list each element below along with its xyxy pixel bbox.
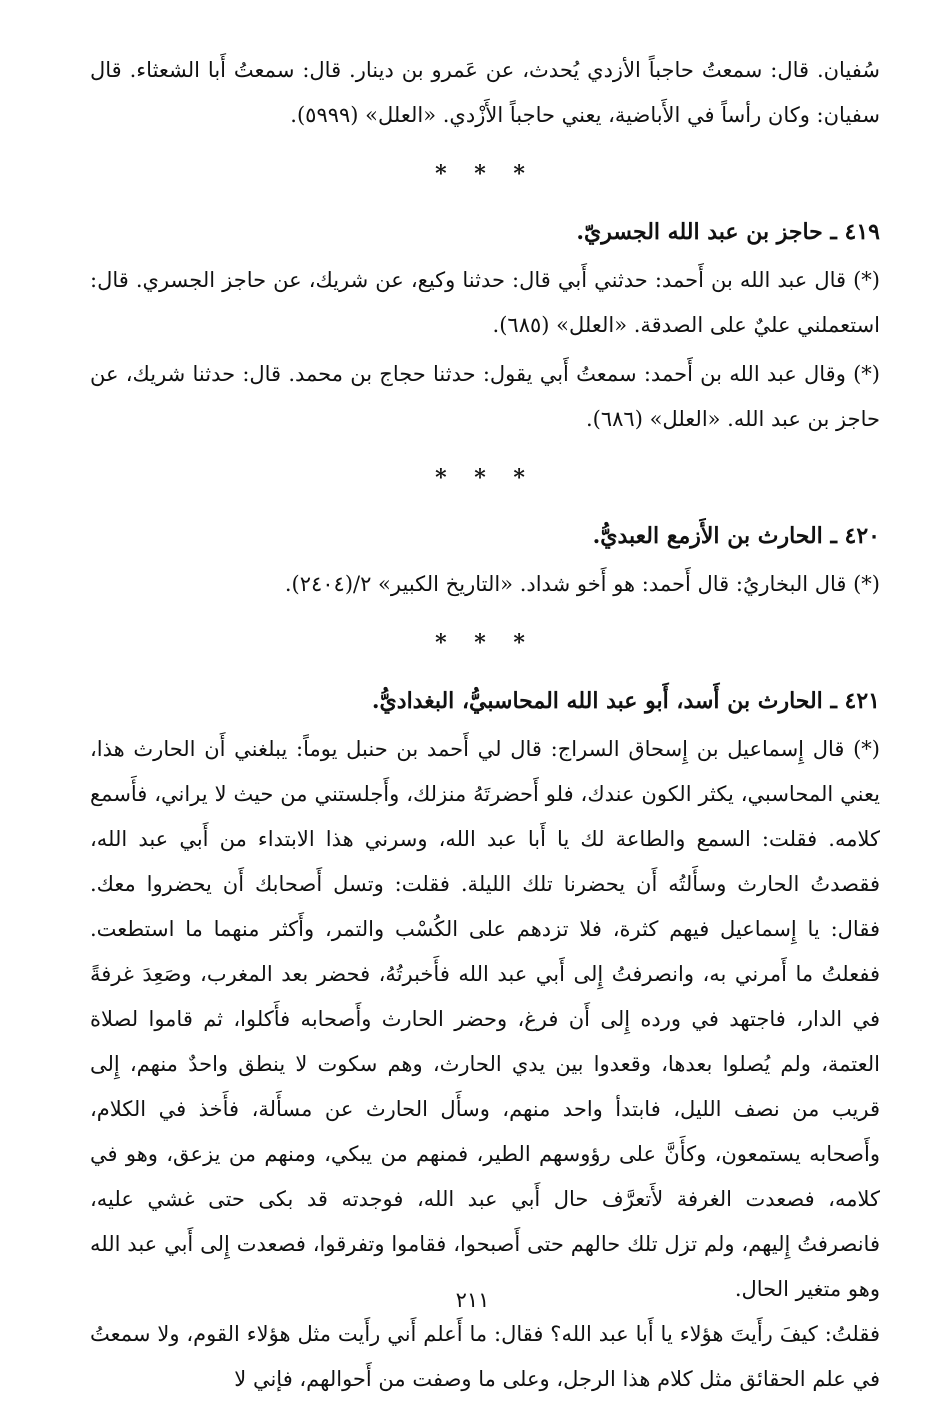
entry-heading-420: ٤٢٠ ـ الحارث بن الأَزمع العبديُّ. [592,523,880,549]
section-separator: * * * [435,630,535,656]
document-page [90,48,880,1402]
entry-heading-421: ٤٢١ ـ الحارث بن أَسد، أَبو عبد الله المحاسبيُّ، البغداديُّ. [371,688,880,714]
entry-419-paragraph-1: (*) قال عبد الله بن أَحمد: حدثني أَبي قال: حدثنا وكيع، عن شريك، عن حاجز الجسري. قال: استعملني عليٌ على الصدقة. «العلل» (٦٨٥). [90,268,880,337]
entry-heading-419: ٤١٩ ـ حاجز بن عبد الله الجسريّ. [576,219,880,245]
page-number: ٢١١ [455,1288,490,1312]
section-separator: * * * [435,161,535,187]
section-separator: * * * [435,465,535,491]
entry-420-paragraph-1: (*) قال البخاريُ: قال أَحمد: هو أَخو شداد. «التاريخ الكبير» ٢/(٢٤٠٤). [284,572,880,596]
entry-419-paragraph-2: (*) وقال عبد الله بن أَحمد: سمعتُ أَبي يقول: حدثنا حجاج بن محمد. قال: حدثنا شريك، عن حاجز بن عبد الله. «العلل» (٦٨٦). [90,362,880,431]
entry-421-paragraph-1: (*) قال إِسماعيل بن إِسحاق السراج: قال لي أَحمد بن حنبل يوماً: يبلغني أَن الحارث هذا، يعني المحاسبي، يكثر الكون عندك، فلو أَحضرتَهُ منزلك، وأَجلستني من حيث لا يراني، فأَسمع كلامه. فقلت: السمع والطاعة لك يا أَبا عبد الله، وسرني هذا الابتداء من أَبي عبد الله، فقصدتُ الحارث وسأَلتُه أَن يحضرنا تلك الليلة. فقلت: وتسل أَصحابك أَن يحضروا معك. فقال: يا إِسماعيل فيهم كثرة، فلا تزدهم على الكُسْب والتمر، وأَكثر منهما ما استطعت. ففعلتُ ما أَمرني به، وانصرفتُ إِلى أَبي عبد الله فأَخبرتُهُ، فحضر بعد المغرب، وصَعِدَ غرفةً في الدار، فاجتهد في ورده إِلى أَن فرغ، وحضر الحارث وأَصحابه فأَكلوا، ثم قاموا لصلاة العتمة، ولم يُصلوا بعدها، وقعدوا بين يدي الحارث، وهم سكوت لا ينطق واحدٌ منهم، إِلى قريب من نصف الليل، فابتدأ واحد منهم، وسأَل الحارث عن مسأَلة، فأَخذ في الكلام، وأَصحابه يستمعون، وكأَنَّ على رؤوسهم الطير، فمنهم من يبكي، ومنهم من يزعق، وهو في كلامه، فصعدت الغرفة لأَتعرَّف حال أَبي عبد الله، فوجدته قد بكى حتى غشي عليه، فانصرفتُ إِليهم، ولم تزل تلك حالهم حتى أَصبحوا، فقاموا وتفرقوا، فصعدت إِلى أَبي عبد الله وهو متغير الحال. [90,737,880,1301]
intro-paragraph: سُفيان. قال: سمعتُ حاجباً الأزدي يُحدث، عن عَمرو بن دينار. قال: سمعتُ أَبا الشعثاء. قال سفيان: وكان رأساً في الأَباضية، يعني حاجباً الأَزْدي. «العلل» (٥٩٩٩). [90,58,880,127]
entry-421-paragraph-2: فقلتُ: كيفَ رأَيتَ هؤلاء يا أَبا عبد الله؟ فقال: ما أَعلم أَني رأَيت مثل هؤلاء القوم، ولا سمعتُ في علم الحقائق مثل كلام هذا الرجل، وعلى ما وصفت من أَحوالهم، فإني لا [90,1322,880,1391]
